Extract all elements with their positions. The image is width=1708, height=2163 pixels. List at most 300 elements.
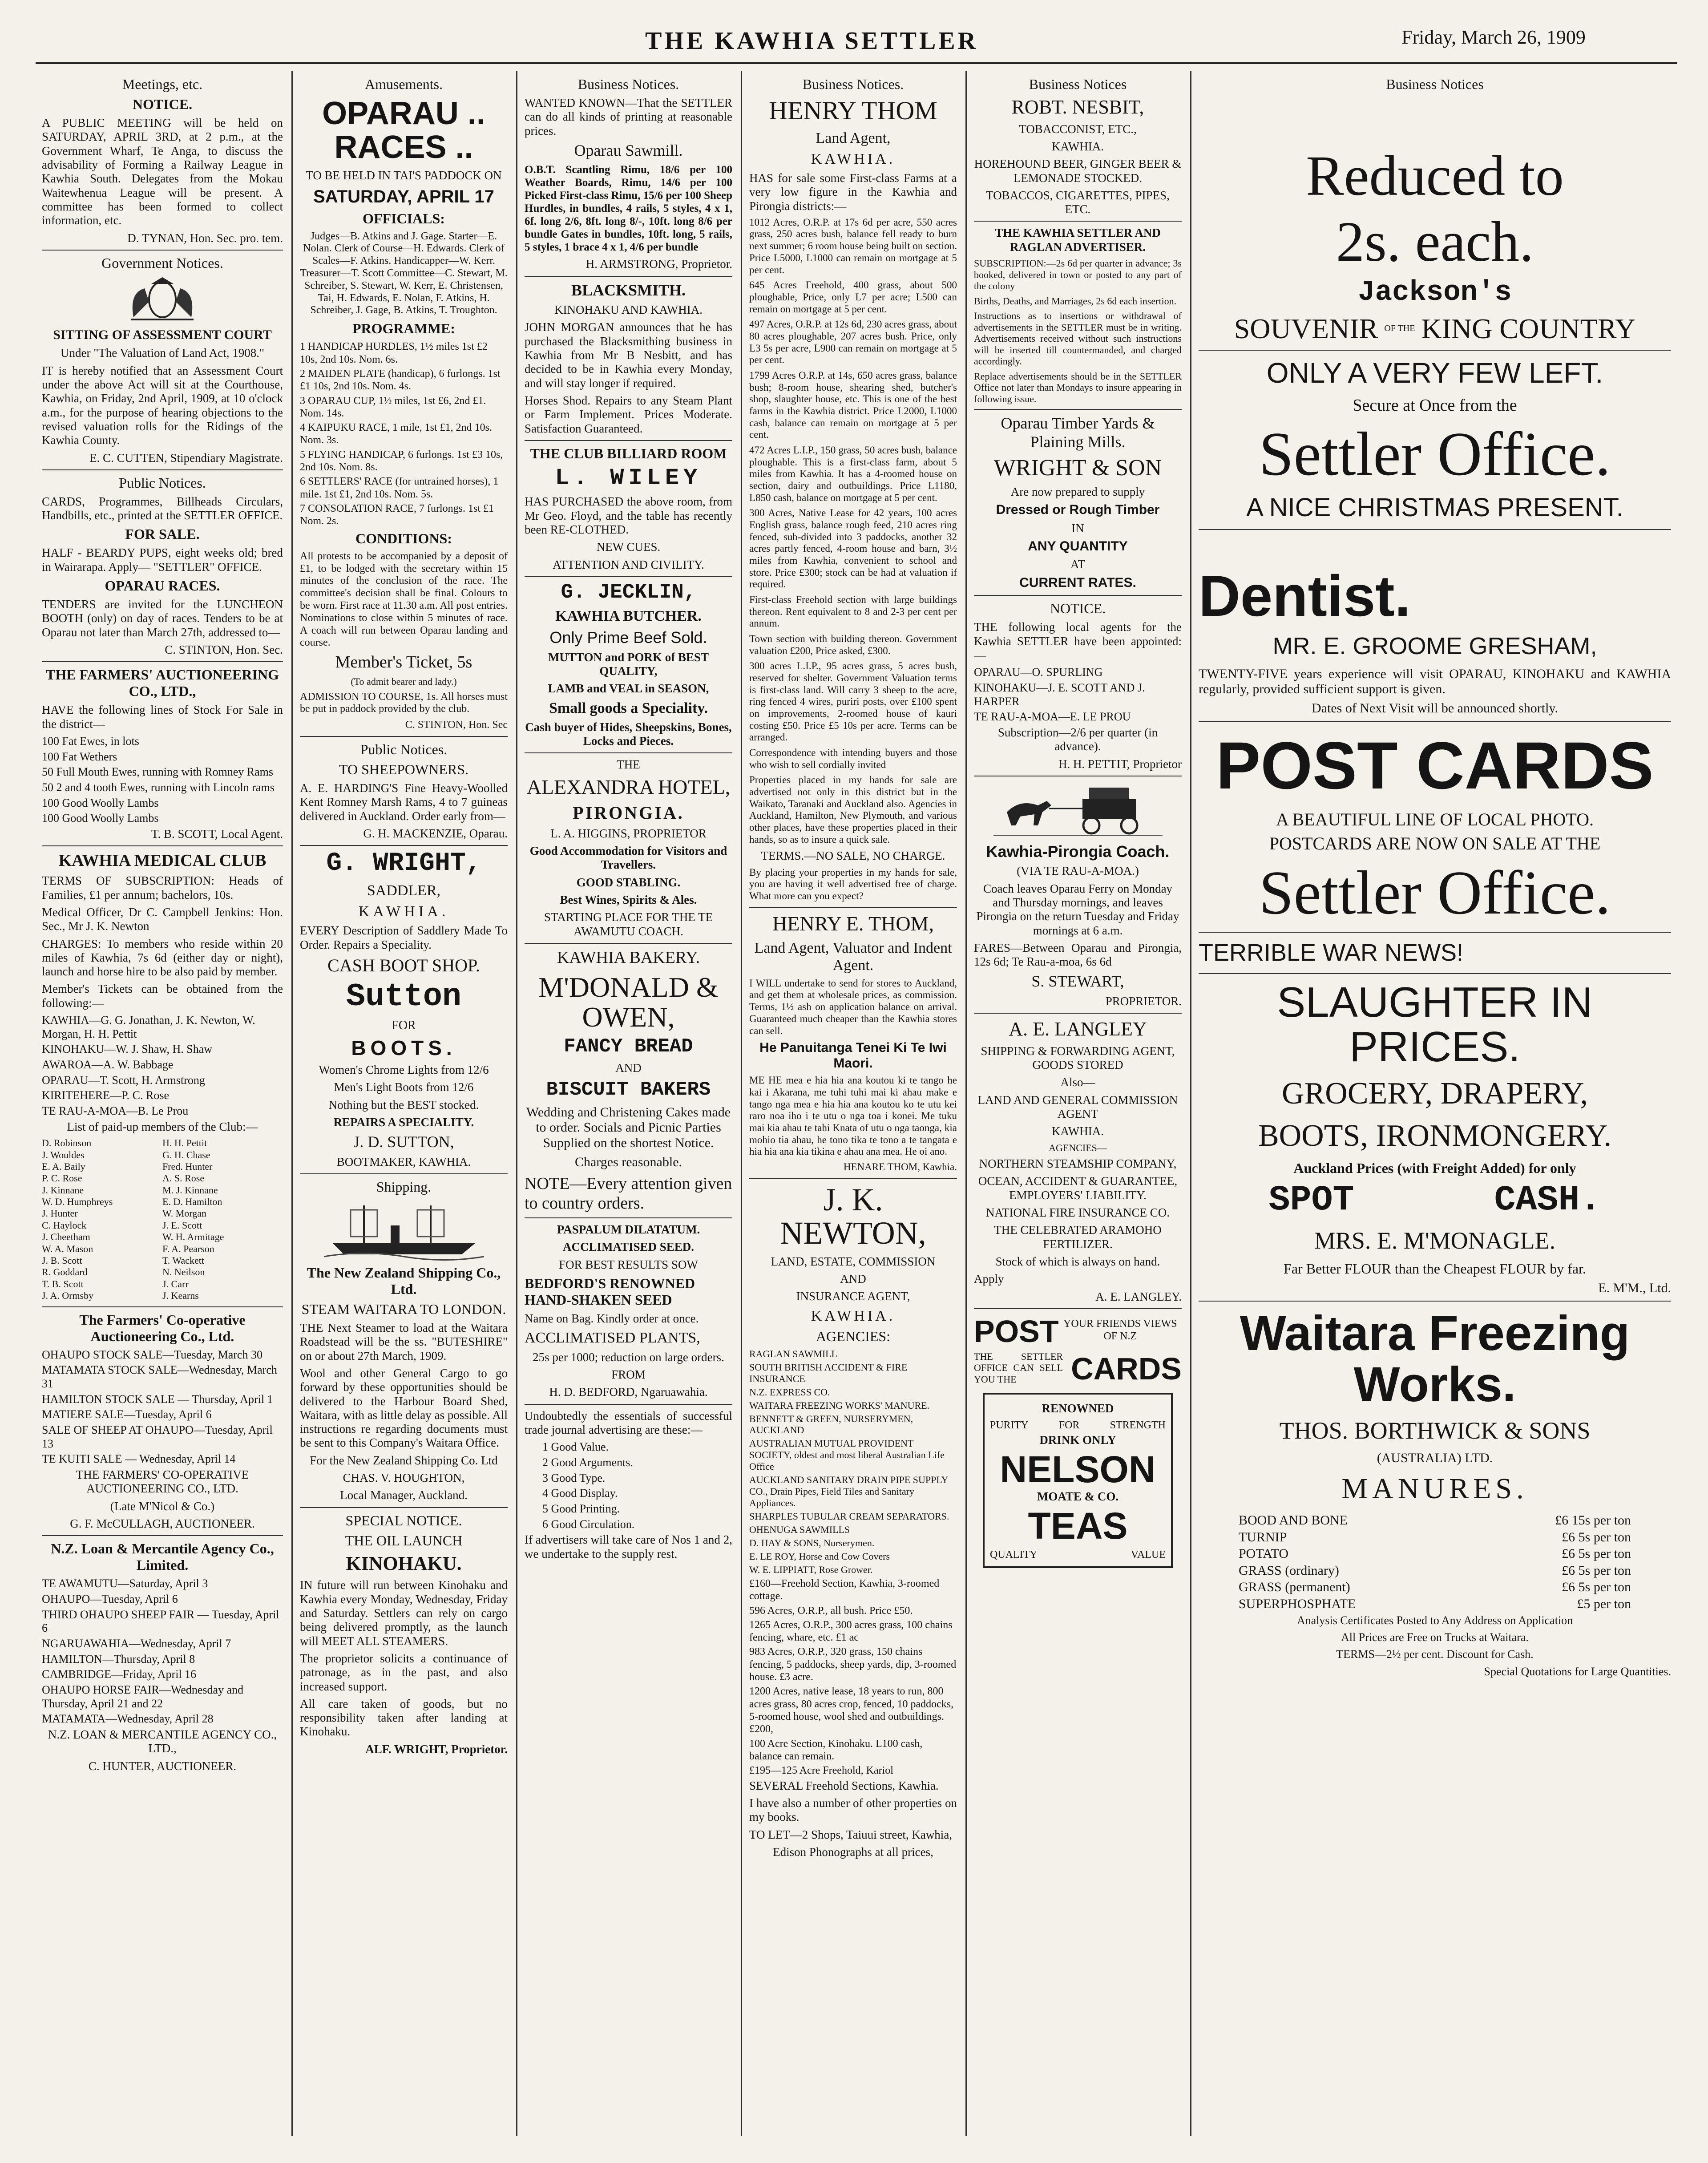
sheepowners-signature: G. H. MACKENZIE, Oparau. [363,826,508,840]
cash-label: CASH. [1494,1180,1601,1221]
prime-beef: Only Prime Beef Sold. [549,628,707,647]
wright-son: WRIGHT & SON [993,455,1162,481]
agency-item: AUSTRALIAN MUTUAL PROVIDENT SOCIETY, oldest and most liberal Australian Life Office [749,1438,945,1472]
coop-heading: The Farmers' Co-operative Auctioneering Co., Ltd. [79,1311,246,1344]
borthwick-name: THOS. BORTHWICK & SONS [1279,1417,1591,1444]
race-item: 6 SETTLERS' RACE (for untrained horses), 1 mile. 1st £1, 2nd 10s. Nom. 5s. [300,476,499,500]
births-text: Births, Deaths, and Marriages, 2s 6d each insertion. [974,295,1177,307]
race-item: 1 HANDICAP HURDLES, 1½ miles 1st £2 10s, 2nd 10s. Nom. 6s. [300,341,488,365]
sheepowners-text: A. E. HARDING'S Fine Heavy-Woolled Kent Romney Marsh Rams, 4 to 7 guineas delivered in Auckland. Order early from— [300,781,508,823]
blacksmith-text: Horses Shod. Repairs to any Steam Plant or Farm Implement. Prices Moderate. Satisfaction Guaranteed. [525,393,732,435]
divider [974,595,1182,596]
agency-item: D. HAY & SONS, Nurserymen. [749,1537,875,1549]
price-listing: 1265 Acres, O.R.P., 300 acres grass, 100 chains fencing, whare, etc. £1 ac [749,1619,953,1644]
renowned-label: RENOWNED [1042,1402,1114,1415]
reduced-headline: Reduced to [1306,144,1564,207]
timber-line: AT [1070,558,1085,571]
wiley-text: HAS PURCHASED the above room, from Mr Geo. Floyd, and the table has recently been RE-CLOTHED. [525,495,732,537]
member-name: E. A. Baily [42,1160,85,1172]
hotel-town: PIRONGIA. [573,802,684,823]
officials-list: Judges—B. Atkins and J. Gage. Starter—E. Nolan. Clerk of Course—H. Edwards. Clerk of Scales—F. Atkins. Handicapper—W. Kerr. Treasurer—T. Scott Committee—C. Stewart, M. Schreiber, S. Stewart, W. Kerr, E. Christensen, Tai, H. Edwards, E. Nolan, F. Atkins, H. Schreiber, J. Gage, B. Atkins, T. Troughton. [300,230,508,316]
coop-signature: THE FARMERS' CO-OPERATIVE AUCTIONEERING CO., LTD. [76,1468,249,1496]
agent-item: TE RAU-A-MOA—E. LE PROU [974,710,1131,724]
notice-heading: NOTICE. [132,96,193,112]
butcher-line: MUTTON and PORK of BEST QUALITY, [548,650,709,678]
shipping-text: THE Next Steamer to load at the Waitara Roadstead will be the ss. "BUTESHIRE" on or about 27th March, 1909. [300,1321,508,1362]
hotel-line: GOOD STABLING. [576,875,681,889]
grocery-line: GROCERY, DRAPERY, [1282,1076,1588,1111]
member-name: W. H. Armitage [162,1231,224,1243]
column-5 [968,73,1188,2134]
divider [42,845,283,846]
divider [42,469,283,470]
analysis-line: Analysis Certificates Posted to Any Address on Application [1296,1614,1573,1627]
timber-line: Are now prepared to supply [1010,485,1145,498]
thom-intro: HAS for sale some First-class Farms at a very low figure in the Kawhia and Pirongia districts:— [749,171,957,213]
agency-item: WAITARA FREEZING WORKS' MANURE. [749,1399,930,1411]
essential-item: 2 Good Arguments. [542,1456,633,1469]
boots-item: Men's Light Boots from 12/6 [334,1080,474,1094]
langley-signature: A. E. LANGLEY. [1095,1290,1182,1303]
nesbit-stock: TOBACCOS, CIGARETTES, PIPES, ETC. [986,188,1170,216]
subscription-line: Subscription—2/6 per quarter (in advance). [997,725,1158,753]
sawmill-signature: H. ARMSTRONG, Proprietor. [585,257,732,271]
for-label: FOR [392,1018,416,1032]
farm-listing: 1012 Acres, O.R.P. at 17s 6d per acre, 550 acres grass, 250 acres bush, balance fell ready to burn next summer; 6 room house being built on section. Price L5000, L1000 can remain on mortgage at 5 per cent. [749,216,957,275]
divider [300,736,508,737]
seed-heading: ACCLIMATISED SEED. [562,1240,695,1254]
assessment-notice: IT is hereby notified that an Assessment Court under the above Act will sit at the Courthouse, Kawhia, on Friday, 2nd April, 1909, at 10 o'clock a.m., for the purpose of hearing objections to the revised valuation rolls for the Ridings of the Kawhia County. [42,364,283,447]
your-friends: YOUR FRIENDS VIEWS OF N.Z [1063,1318,1177,1342]
postcards-line: A BEAUTIFUL LINE OF LOCAL PHOTO. [1276,809,1594,830]
maori-text: ME HE mea e hia hia ana koutou ki te tango he kai i Akarana, me tuhi tuhi mai ki ahau make e tango nga mea e hia hia ana koutou ko te utu kei raro noa iho i te utu o nga toa i konei. Me tuku mai kia ahau te tahi Knata of utu o nga taonga, kia mohio tia ahau, he tono tika te tono a te tangata e hia hia ana kia tikina e ahau ana mea. He oi ano. [749,1075,957,1157]
masthead-rule [36,62,1677,64]
essential-item: 1 Good Value. [542,1440,609,1454]
agency-item: BENNETT & GREEN, NURSERYMEN, AUCKLAND [749,1413,913,1436]
oparau-races-title: OPARAU .. RACES .. [322,96,485,165]
sale-date: MATAMATA—Wednesday, April 28 [42,1712,214,1726]
bedford-seed: BEDFORD'S RENOWNED HAND-SHAKEN SEED [525,1275,695,1308]
sale-date: NGARUAWAHIA—Wednesday, April 7 [42,1637,231,1650]
other-properties: I have also a number of other properties on my books. [749,1796,957,1824]
farmers-signature: T. B. SCOTT, Local Agent. [151,827,283,841]
list-item: 50 Full Mouth Ewes, running with Romney Rams [42,765,273,779]
spot-cash [1199,1180,1671,1221]
tenders-notice: TENDERS are invited for the LUNCHEON BOOTH (only) on day of races. Tenders to be at Oparau not later than March 27th, addressed to— [42,598,283,639]
charges: Charges reasonable. [574,1154,682,1169]
very-few-left: ONLY A VERY FEW LEFT. [1266,356,1603,389]
price-listing: 983 Acres, O.R.P., 320 grass, 150 chains fencing, 5 paddocks, sheep yards, dip, 3-roomed house. £3 acre. [749,1646,957,1683]
boots-line: BOOTS, IRONMONGERY. [1258,1118,1612,1153]
divider [1199,973,1671,974]
member-name: D. Robinson [42,1137,92,1149]
launch-text: IN future will run between Kinohaku and Kawhia every Monday, Wednesday, Friday and Saturday. Settlers can rely on cargo being delivered promptly, as the launch will MEET ALL STEAMERS. [300,1578,508,1648]
section-heading: Business Notices. [577,76,679,92]
coach-heading: Kawhia-Pirongia Coach. [986,842,1170,861]
manure-price: £6 5s per ton [1562,1529,1631,1544]
indent-text: I WILL undertake to send for stores to Auckland, and get them at wholesale prices, as commission. Terms, 1½ ash on application balance on arrival. Guaranteed much cheaper than the Kawhia stores can sell. [749,977,957,1036]
thom-name: HENRY THOM [769,96,937,125]
divider [974,1013,1182,1014]
subscription-text: SUBSCRIPTION:—2s 6d per quarter in advance; 3s booked, delivered in town or posted to any part of the colony [974,258,1182,292]
farm-listing: Town section with building thereon. Government valuation £200, Price asked, £300. [749,633,957,656]
list-item: 100 Fat Wethers [42,750,117,763]
dentist-title: Dentist. [1199,563,1411,628]
conditions-heading: CONDITIONS: [355,530,452,546]
manure-row [1199,1512,1671,1529]
manure-row [1199,1562,1671,1579]
fares-text: FARES—Between Oparau and Pirongia, 12s 6d; Te Rau-a-moa, 6s 6d [974,941,1182,969]
officials-heading: OFFICIALS: [363,210,445,226]
member-name: W. Morgan [162,1208,206,1219]
stewart-name: S. STEWART, [1031,972,1124,991]
races-heading: OPARAU RACES. [105,578,220,594]
monagle-name: MRS. E. M'MONAGLE. [1314,1227,1556,1254]
butcher-line: LAMB and VEAL in SEASON, [548,682,709,695]
agency-item: SOUTH BRITISH ACCIDENT & FIRE INSURANCE [749,1361,908,1384]
medical-text: TERMS OF SUBSCRIPTION: Heads of Families, £1 per annum; bachelors, 10s. [42,874,283,902]
replace-text: Replace advertisements should be in the SETTLER Office not later than Mondays to insure appearing in following issue. [974,370,1182,404]
manure-name: GRASS (permanent) [1239,1580,1350,1595]
nelson-teas-ad [983,1393,1173,1568]
shipping-signature: Local Manager, Auckland. [340,1488,468,1502]
newton-sub: INSURANCE AGENT, [796,1290,910,1303]
race-item: 4 KAIPUKU RACE, 1 mile, 1st £1, 2nd 10s. Nom. 3s. [300,422,493,446]
nesbit-town: KAWHIA. [1051,139,1104,153]
the-label: THE [617,758,640,772]
saddler: SADDLER, [367,882,441,899]
blacksmith-text: JOHN MORGAN announces that he has purchased the Blacksmithing business in Kawhia from Mr B Nesbitt, and has decided to be in Kawhia every Monday, and will stay longer if required. [525,320,732,390]
settler-office-title: Settler Office. [1259,858,1611,928]
jackson-title: Jackson's [1358,276,1512,309]
special-notice-heading: SPECIAL NOTICE. [345,1512,462,1528]
farmers-heading: THE FARMERS' AUCTIONEERING CO., LTD., [46,667,279,699]
list-item: KIRITEHERE—P. C. Rose [42,1089,169,1102]
butcher-title: KAWHIA BUTCHER. [555,608,702,625]
essential-item: 5 Good Printing. [542,1502,620,1516]
timber-heading: Oparau Timber Yards & Plaining Mills. [1001,414,1155,451]
newton-sub: LAND, ESTATE, COMMISSION [771,1254,936,1268]
sale-date: HAMILTON—Thursday, April 8 [42,1652,195,1666]
medical-text: Member's Tickets can be obtained from the following:— [42,982,283,1010]
post-cards-title: POST CARDS [1216,728,1654,803]
small-goods: Small goods a Speciality. [549,699,708,716]
post-cards-ad [974,1349,1182,1389]
paid-up-heading: List of paid-up members of the Club:— [67,1120,258,1133]
divider [525,276,732,277]
wanted-known: WANTED KNOWN—That the SETTLER can do all kinds of printing at reasonable prices. [525,96,732,137]
conditions-text: All protests to be accompanied by a deposit of £1, to be lodged with the secretary within 15 minutes of the conclusion of the race. The committee's decision shall be final. Colours to be worn. First race at 11.30 a.m. All post entries. Nominations to close within 5 minutes of race. A coach will run between Oparau landing and course. [300,550,508,649]
manure-price: £6 15s per ton [1555,1513,1631,1528]
blacksmith-heading: BLACKSMITH. [571,281,686,299]
placing-text: By placing your properties in my hands for sale, you are having it well advertised free of charge. What more can you expect? [749,866,957,902]
shipping-company: The New Zealand Shipping Co., Ltd. [307,1264,501,1297]
assessment-signature: E. C. CUTTEN, Stipendiary Magistrate. [89,451,283,465]
apply-label: Apply [974,1272,1004,1286]
biscuit-bakers: BISCUIT BAKERS [546,1079,711,1101]
king-country-label: KING COUNTRY [1421,312,1636,344]
farm-listing: 1799 Acres O.R.P. at 14s, 650 acres grass, balance bush; 8-room house, shearing shed, butcher's shop, slaughter house, etc. This is one of the best farms in the Kawhia district. Price L2000, L1000 cash, balance can remain on mortgage at 5 per cent. [749,369,957,441]
cash-boot-shop: CASH BOOT SHOP. [327,955,480,975]
boots-item: Women's Chrome Lights from 12/6 [319,1063,489,1077]
section-heading: Government Notices. [101,255,223,271]
stock-note: Stock of which is always on hand. [995,1255,1160,1268]
boots-item: Nothing but the BEST stocked. [328,1098,479,1112]
edison-phonographs: Edison Phonographs at all prices, [773,1845,933,1859]
sale-date: TE KUITI SALE — Wednesday, April 14 [42,1452,236,1466]
agencies-heading: AGENCIES— [1049,1142,1107,1153]
agency-item: W. E. LIPPIATT, Rose Grower. [749,1564,873,1575]
hotel-proprietor: L. A. HIGGINS, PROPRIETOR [550,826,707,840]
manure-row [1199,1545,1671,1562]
repairs-speciality: REPAIRS A SPECIALITY. [333,1115,474,1129]
assessment-subheading: Under "The Valuation of Land Act, 1908." [61,346,264,360]
member-name: J. A. Ormsby [42,1290,94,1302]
strength-label: STRENGTH [1110,1419,1166,1431]
hotel-line: STARTING PLACE FOR THE TE AWAMUTU COACH. [544,910,713,938]
nesbit-title: TOBACCONIST, ETC., [1019,122,1137,136]
drink-only: DRINK ONLY [1039,1433,1116,1447]
langley-town: KAWHIA. [1051,1124,1104,1138]
races-date: SATURDAY, APRIL 17 [313,186,494,206]
column-rule [516,71,517,2136]
member-name: C. Haylock [42,1219,87,1231]
column-4 [743,73,963,2134]
section-heading: Business Notices [1029,76,1127,92]
thom-town: KAWHIA. [811,150,896,167]
langley-title: SHIPPING & FORWARDING AGENT, GOODS STORED [981,1044,1175,1072]
also-label: Also— [1060,1075,1095,1089]
divider [974,1308,1182,1309]
newton-name: J. K. NEWTON, [780,1181,926,1251]
farm-listing: 645 Acres Freehold, 400 grass, about 500 ploughable, Price, only L7 per acre; L500 can remain on mortgage at 5 per cent. [749,279,957,315]
farm-listing: First-class Freehold section with large buildings thereon. Rent equivalent to 8 and 2-3 per cent per annum. [749,594,957,629]
member-name: M. J. Kinnane [162,1184,218,1196]
war-news: TERRIBLE WAR NEWS! [1199,939,1464,966]
instructions-text: Instructions as to insertions or withdrawal of advertisements in the SETTLER must be in writing. Advertisements received without such instructions will be inserted till countermanded, and charged accordingly. [974,310,1182,367]
secure-line: Secure at Once from the [1353,396,1517,415]
fancy-bread: FANCY BREAD [564,1035,693,1058]
sale-date: THIRD OHAUPO SHEEP FAIR — Tuesday, April 6 [42,1608,279,1635]
sale-date: OHAUPO STOCK SALE—Tuesday, March 30 [42,1348,262,1361]
maori-heading: He Panuitanga Tenei Ki Te Iwi Maori. [759,1040,947,1071]
race-item: 7 CONSOLATION RACE, 7 furlongs. 1st £1 Nom. 2s. [300,503,494,527]
settler-office-title: Settler Office. [1259,420,1611,489]
member-name: J. Kearns [162,1290,199,1302]
member-name: H. H. Pettit [162,1137,207,1149]
boots-title: BOOTS. [351,1036,456,1059]
agency-item: OCEAN, ACCIDENT & GUARANTEE, EMPLOYERS' LIABILITY. [978,1174,1178,1202]
from-label: FROM [611,1368,646,1382]
agency-item: AUCKLAND SANITARY DRAIN PIPE SUPPLY CO., Drain Pipes, Field Tiles and Sanitary Appliances. [749,1474,948,1509]
quotations-line: Special Quotations for Large Quantities. [1484,1665,1671,1678]
agency-item: N.Z. EXPRESS CO. [749,1386,830,1398]
sale-date: HAMILTON STOCK SALE — Thursday, April 1 [42,1392,273,1406]
divider [525,440,732,441]
divider [1199,1301,1671,1302]
divider [749,907,957,908]
sale-date: MATIERE SALE—Tuesday, April 6 [42,1408,212,1421]
ad-line [990,1419,1166,1431]
sheepowners-heading: TO SHEEPOWNERS. [339,761,468,777]
coop-signature: (Late M'Nicol & Co.) [110,1499,215,1513]
agency-item: NATIONAL FIRE INSURANCE CO. [985,1206,1170,1220]
settler-heading: THE KAWHIA SETTLER AND RAGLAN ADVERTISER. [995,226,1161,254]
bag-note: Name on Bag. Kindly order at once. [525,1312,699,1326]
members-ticket: Member's Ticket, 5s [335,653,472,672]
member-name: A. S. Rose [162,1172,205,1184]
advertisers-note: If advertisers will take care of Nos 1 and 2, we undertake to the supply rest. [525,1533,732,1561]
divider [525,1217,732,1218]
advertising-essentials: Undoubtedly the essentials of successful trade journal advertising are these:— [525,1409,732,1437]
slaughter-headline: SLAUGHTER IN PRICES. [1277,978,1593,1071]
sale-date: SALE OF SHEEP AT OHAUPO—Tuesday, April 13 [42,1423,273,1450]
member-name: J. Cheetham [42,1231,90,1243]
timber-line: CURRENT RATES. [1019,575,1136,590]
farm-listing: 497 Acres, O.R.P. at 12s 6d, 230 acres grass, about 80 acres ploughable, 207 acres bush. Price, only L3 5s per acre, L900 can remain on mortgage at 5 per cent. [749,319,957,366]
saddlery-text: EVERY Description of Saddlery Made To Order. Repairs a Speciality. [300,924,508,951]
medical-text: CHARGES: To members who reside within 20 miles of Kawhia, 7s 6d (either day or night), launch and horse hire to be also paid by member. [42,937,283,978]
section-heading: Meetings, etc. [122,76,203,92]
divider [749,1178,957,1179]
sale-date: OHAUPO—Tuesday, April 6 [42,1592,178,1605]
races-venue: TO BE HELD IN TAI'S PADDOCK ON [306,169,502,182]
for-sale-heading: FOR SALE. [125,526,200,542]
price-listing: £160—Freehold Section, Kawhia, 3-roomed cottage. [749,1577,940,1602]
manure-price: £6 5s per ton [1562,1563,1631,1578]
nelson-brand: NELSON [1000,1448,1156,1491]
manure-name: SUPERPHOSPHATE [1239,1596,1356,1611]
newspaper-title: THE KAWHIA SETTLER [645,27,979,55]
hotel-line: Best Wines, Spirits & Ales. [560,893,697,906]
langley-name: A. E. LANGLEY [1009,1018,1147,1040]
race-item: 2 MAIDEN PLATE (handicap), 6 furlongs. 1st £1 10s, 2nd 10s. Nom. 4s. [300,368,501,392]
manure-price: £6 5s per ton [1562,1546,1631,1561]
timber-line: Dressed or Rough Timber [996,502,1160,518]
public-meeting-notice: A PUBLIC MEETING will be held on SATURDAY, APRIL 3RD, at 2 p.m., at the Government Wharf, Te Anga, to discuss the advisability of Forming a Railway League in Kawhia South. Delegates from the Mokau Waitewhenua League will be present. A committee has been formed to collect information, etc. [42,116,283,227]
cards-label: CARDS [1071,1351,1182,1387]
dentist-text: TWENTY-FIVE years experience will visit OPARAU, KINOHAKU and KAWHIA regularly, provided sufficient support is given. [1199,666,1671,697]
list-item: TE RAU-A-MOA—B. Le Prou [42,1104,189,1118]
manure-name: GRASS (ordinary) [1239,1563,1339,1578]
medical-text: Medical Officer, Dr C. Campbell Jenkins: Hon. Sec., Mr J. K. Newton [42,905,283,933]
coat-of-arms-icon [125,275,200,324]
manure-name: TURNIP [1239,1529,1287,1544]
member-name: J. Wouldes [42,1149,85,1160]
launch-signature: ALF. WRIGHT, Proprietor. [365,1742,508,1756]
section-heading: Amusements. [364,76,443,92]
land-agent: Land Agent, [816,129,891,146]
admission-text: ADMISSION TO COURSE, 1s. All horses must be put in paddock provided by the club. [300,691,508,715]
column-rule [741,71,742,2136]
divider [1199,529,1671,530]
jecklin-name: G. JECKLIN, [561,581,696,604]
member-name: J. Kinnane [42,1184,84,1196]
admission-signature: C. STINTON, Hon. Sec [405,719,508,731]
auckland-prices: Auckland Prices (with Freight Added) for only [1293,1160,1576,1177]
het-name: HENRY E. THOM, [772,912,934,935]
manure-price: £6 5s per ton [1562,1580,1631,1595]
farmers-intro: HAVE the following lines of Stock For Sale in the district— [42,703,283,731]
christmas-present: A NICE CHRISTMAS PRESENT. [1246,493,1623,522]
and-label: AND [615,1061,642,1075]
langley-title: LAND AND GENERAL COMMISSION AGENT [977,1093,1178,1120]
agent-item: KINOHAKU—J. E. SCOTT AND J. HARPER [974,681,1145,708]
divider [1199,350,1671,351]
member-name: F. A. Pearson [162,1243,214,1254]
divider [525,752,732,753]
agent-item: OPARAU—O. SPURLING [974,666,1103,679]
post-cards-ad [974,1314,1182,1349]
post-label: POST [974,1314,1059,1349]
tenders-signature: C. STINTON, Hon. Sec. [165,643,283,656]
sutton-title: Sutton [346,978,462,1015]
column-6 [1192,73,1677,2134]
correspondence: Correspondence with intending buyers and those who wish to sell cordially invited [749,747,957,770]
butcher-line: Cash buyer of Hides, Sheepskins, Bones, Locks and Pieces. [525,720,732,748]
for-label: FOR [1058,1419,1080,1431]
plants-price: 25s per 1000; reduction on large orders. [533,1350,724,1364]
settler-office-sell: THE SETTLER OFFICE CAN SELL YOU THE [974,1350,1063,1385]
sawmill-heading: Oparau Sawmill. [574,141,683,159]
maori-signature: HENARE THOM, Kawhia. [843,1161,957,1172]
member-name: E. D. Hamilton [162,1196,222,1208]
bakers-name: M'DONALD & OWEN, [538,971,719,1033]
essential-item: 4 Good Display. [542,1487,618,1500]
divider [1199,932,1671,933]
section-heading: Business Notices [1386,76,1484,92]
column-1 [36,73,289,2134]
medical-heading: KAWHIA MEDICAL CLUB [58,851,266,870]
list-item: OPARAU—T. Scott, H. Armstrong [42,1073,205,1087]
member-name: J. Carr [162,1278,189,1290]
farm-listing: 472 Acres L.I.P., 150 grass, 50 acres bush, balance ploughable. This is a first-class farm, about 5 miles from Kawhia. It has a 4-roomed house on section, dairy and outbuildings. Price L1180, L850 cash, balance on mortgage at 5 per cent. [749,444,957,503]
wiley-name: L. WILEY [555,465,702,491]
borthwick-sub: (AUSTRALIA) LTD. [1377,1450,1493,1465]
timber-line: IN [1071,521,1084,535]
issue-date: Friday, March 26, 1909 [1401,26,1586,48]
manure-name: BOOD AND BONE [1239,1513,1348,1528]
bakery-heading: KAWHIA BAKERY. [557,948,700,967]
launch-name: KINOHAKU. [346,1552,462,1574]
member-name: J. Hunter [42,1208,78,1219]
spot-label: SPOT [1268,1180,1354,1221]
price-listing: £195—125 Acre Freehold, Kariol [749,1765,893,1777]
section-heading: Public Notices. [360,741,448,757]
manure-price: £5 per ton [1577,1596,1631,1611]
dentist-visit: Dates of Next Visit will be announced shortly. [1312,701,1558,716]
agency-item: THE CELEBRATED ARAMOHO FERTILIZER. [994,1223,1162,1251]
manures-title: MANURES. [1341,1472,1528,1505]
agency-item: SHARPLES TUBULAR CREAM SEPARATORS. [749,1511,949,1522]
dentist-name: MR. E. GROOME GRESHAM, [1272,633,1597,660]
nesbit-stock: HOREHOUND BEER, GINGER BEER & LEMONADE STOCKED. [974,157,1182,185]
member-name: Fred. Hunter [162,1160,213,1172]
section-heading: Shipping. [376,1178,432,1195]
manure-row [1199,1579,1671,1596]
agency-item: OHENUGA SAWMILLS [749,1524,850,1536]
nz-loan-heading: N.Z. Loan & Mercantile Agency Co., Limited. [51,1540,274,1573]
wedding-cakes: Wedding and Christening Cakes made to order. Socials and Picnic Parties Supplied on the shortest Notice. [526,1104,731,1151]
sale-date: MATAMATA STOCK SALE—Wednesday, March 31 [42,1363,277,1390]
member-name: T. Wackett [162,1255,204,1266]
price-listing: 100 Acre Section, Kinohaku. L100 cash, balance can remain. [749,1738,923,1762]
properties-text: Properties placed in my hands for sale are advertised not only in this district but in the Waikato, Taranaki and Auckland also. Agencies in Auckland, Hamilton, New Plymouth, and various other places, have these properties placed in their hands, so as to insure a quick sale. [749,774,957,845]
member-name: N. Neilson [162,1266,205,1278]
race-item: 3 OPARAU CUP, 1½ miles, 1st £6, 2nd £1. Nom. 14s. [300,395,486,419]
and-label: AND [840,1272,866,1286]
list-item: 50 2 and 4 tooth Ewes, running with Lincoln rams [42,780,275,794]
